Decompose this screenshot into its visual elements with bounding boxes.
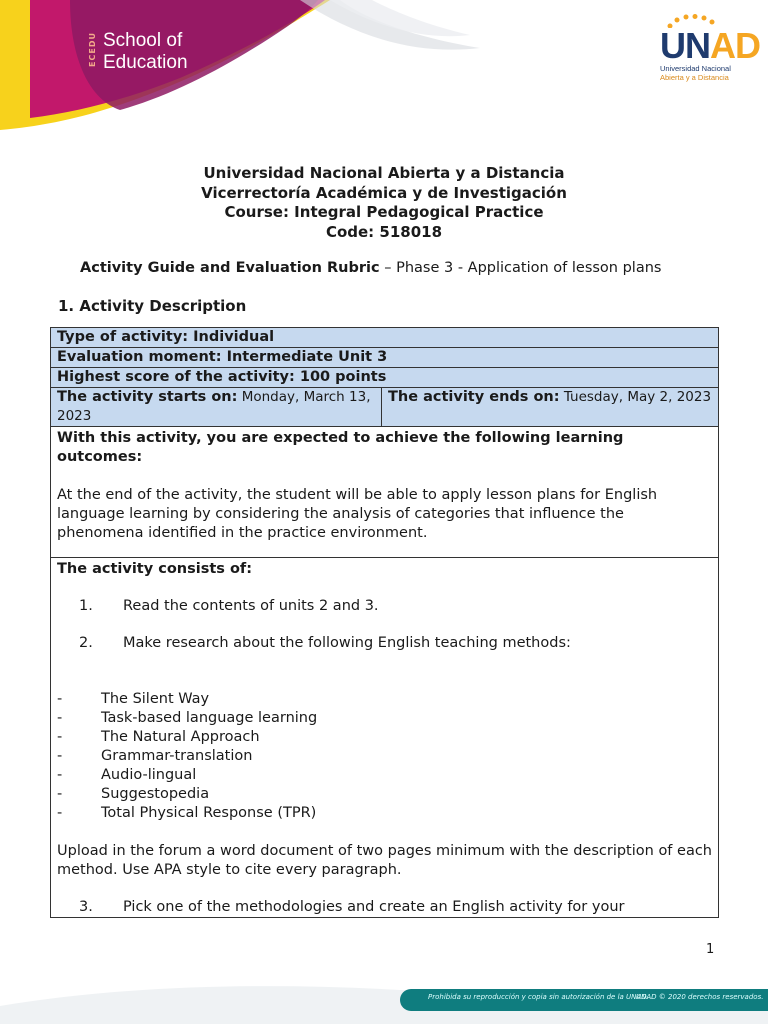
title-code: Code: 518018 (325, 222, 443, 241)
list-item: - Suggestopedia (57, 786, 210, 802)
logo-sub-2: Abierta y a Distancia (660, 73, 729, 82)
evaluation-moment: Evaluation moment: Intermediate Unit 3 (51, 348, 719, 368)
footer-copyright-right: UNAD © 2020 derechos reservados. (636, 993, 764, 1001)
guide-title (80, 260, 661, 276)
end-label: The activity ends on: (388, 389, 560, 405)
step-3 (79, 898, 712, 917)
activity-consists-cell (51, 558, 719, 918)
highest-score: Highest score of the activity: 100 points (51, 368, 719, 388)
guide-title-rest: – Phase 3 - Application of lesson plans (379, 260, 662, 276)
end-value: Tuesday, May 2, 2023 (559, 389, 712, 405)
list-item: - Task-based language learning (57, 710, 318, 726)
step-1-num: 1. (79, 598, 93, 614)
step-3-text: Pick one of the methodologies and create an English activity for your (123, 899, 625, 915)
end-date-cell (382, 388, 719, 427)
step-2-num: 2. (79, 635, 93, 651)
title-vicerrectoria: Vicerrectoría Académica y de Investigación (201, 183, 567, 202)
step-1-text: Read the contents of units 2 and 3. (123, 598, 379, 614)
list-item: - Total Physical Response (TPR) (57, 805, 317, 821)
outcomes-text: At the end of the activity, the student will be able to apply lesson plans for English language learning by considering the analysis of categories that influence the phenomena identified in the practice environment. (57, 487, 658, 541)
step-3-num: 3. (79, 899, 93, 915)
list-item: - The Natural Approach (57, 729, 260, 745)
upload-instructions: Upload in the forum a word document of two pages minimum with the description of each method. Use APA style to cite every paragraph. (57, 843, 712, 878)
start-label: The activity starts on: (57, 389, 238, 405)
start-date-cell (51, 388, 382, 427)
list-item: - The Silent Way (57, 691, 210, 707)
methods-list (57, 690, 712, 823)
brand-line-1: School of (103, 30, 183, 51)
unad-logo (660, 18, 760, 82)
list-item: - Audio-lingual (57, 767, 197, 783)
logo-letter-n: N (685, 25, 710, 66)
school-of-education-logo (88, 30, 188, 74)
title-university: Universidad Nacional Abierta y a Distancia (203, 164, 565, 182)
logo-letters-ad: AD (710, 25, 760, 66)
logo-letter-u: U (660, 25, 685, 66)
page-number: 1 (706, 942, 715, 957)
logo-sub-1: Universidad Nacional (660, 64, 731, 73)
step-2-text: Make research about the following English teaching methods: (123, 635, 571, 651)
activity-table (50, 327, 719, 918)
section-heading: 1. Activity Description (58, 297, 247, 315)
step-2 (79, 634, 712, 653)
brand-line-2: Education (103, 52, 188, 73)
footer-copyright-left: Prohibida su reproducción y copia sin autorización de la UNAD. (428, 993, 649, 1001)
consists-title: The activity consists of: (57, 561, 253, 577)
learning-outcomes-cell (51, 427, 719, 558)
step-1 (79, 597, 712, 616)
brand-tag: ECEDU (88, 32, 97, 67)
title-course: Course: Integral Pedagogical Practice (224, 203, 544, 221)
guide-title-bold: Activity Guide and Evaluation Rubric (80, 260, 380, 276)
outcomes-title: With this activity, you are expected to achieve the following learning outcomes: (57, 430, 624, 465)
document-titles (0, 164, 768, 242)
list-item: - Grammar-translation (57, 748, 253, 764)
type-of-activity: Type of activity: Individual (51, 328, 719, 348)
start-value: Monday, March 13, 2023 (57, 389, 371, 424)
